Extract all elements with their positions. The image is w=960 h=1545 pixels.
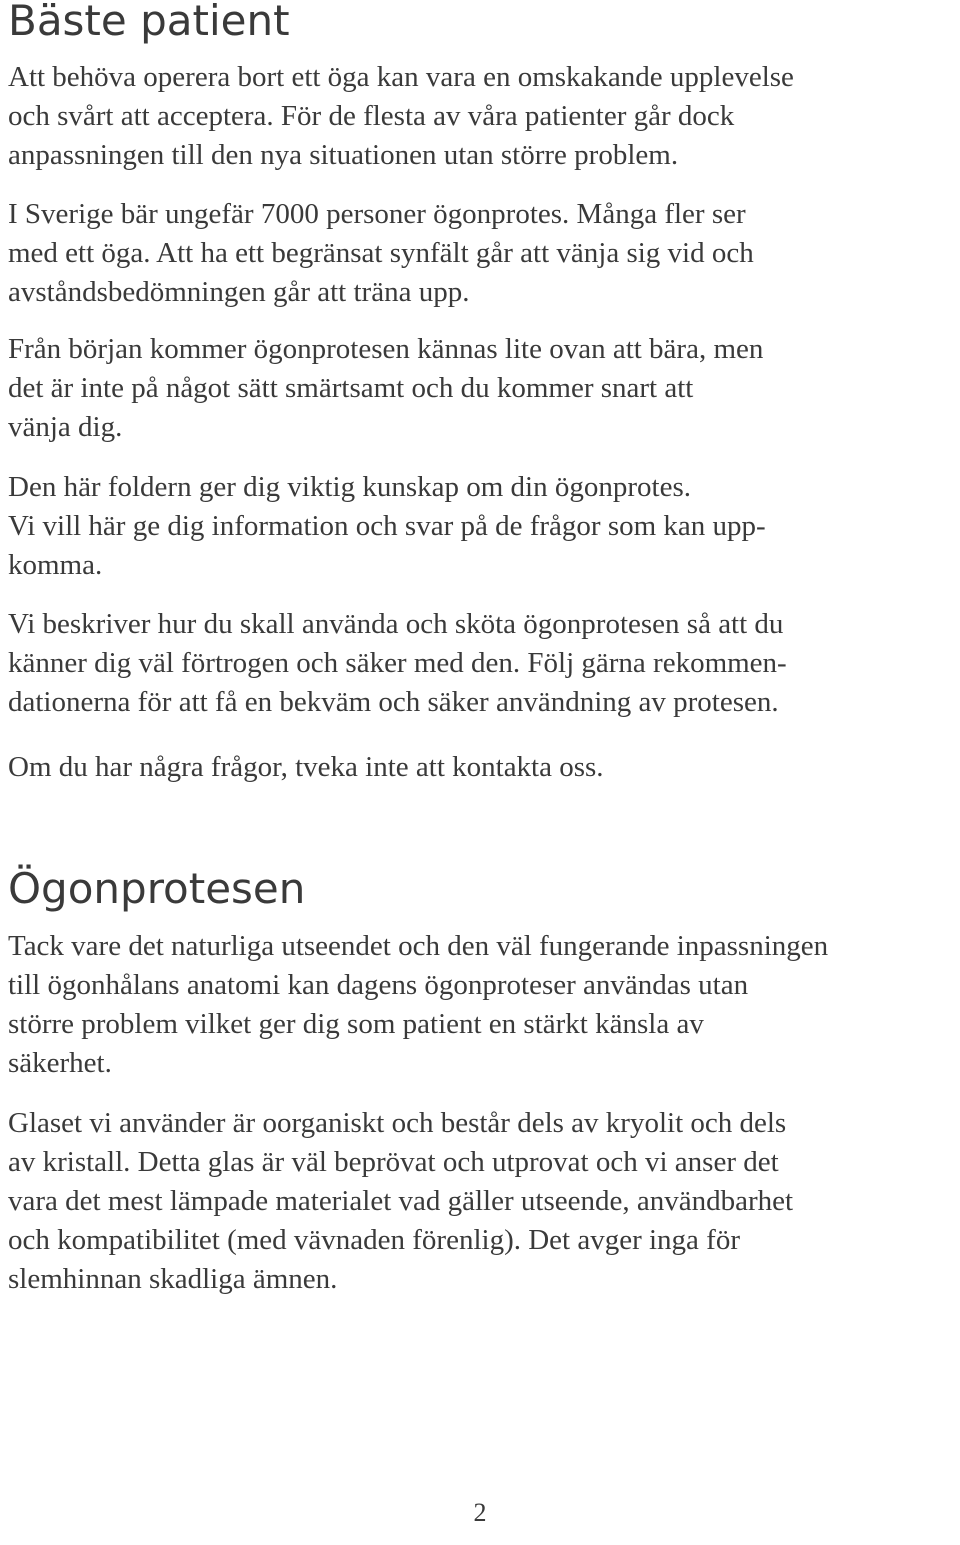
page-number: 2: [473, 1498, 487, 1527]
text-line: Vi vill här ge dig information och svar på de frågor som kan upp-: [8, 510, 766, 542]
paragraph-sverige: [8, 195, 754, 312]
text-line: säkerhet.: [8, 1047, 112, 1079]
text-line: av kristall. Detta glas är väl beprövat och utprovat och vi anser det: [8, 1146, 779, 1178]
paragraph-glaset: [8, 1104, 793, 1299]
text-line: till ögonhålans anatomi kan dagens ögonproteser användas utan: [8, 969, 749, 1001]
paragraph-beskriver: [8, 605, 787, 722]
paragraph-foldern: [8, 468, 766, 585]
text-line: slemhinnan skadliga ämnen.: [8, 1263, 338, 1295]
section-title-baste-patient: Bäste patient: [8, 0, 290, 45]
section-title-ogonprotesen: Ögonprotesen: [8, 864, 306, 913]
text-line: Att behöva operera bort ett öga kan vara en omskakande upplevelse: [8, 61, 794, 93]
text-line: Den här foldern ger dig viktig kunskap om din ögonprotes.: [8, 471, 691, 503]
text-line: vara det mest lämpade materialet vad gäller utseende, användbarhet: [8, 1185, 794, 1217]
text-line: dationerna för att få en bekväm och säker användning av protesen.: [8, 686, 779, 718]
text-line: med ett öga. Att ha ett begränsat synfält går att vänja sig vid och: [8, 237, 754, 269]
paragraph-fragor: [8, 748, 604, 787]
text-line: vänja dig.: [8, 411, 123, 443]
text-line: och kompatibilitet (med vävnaden förenlig). Det avger inga för: [8, 1224, 740, 1256]
text-line: komma.: [8, 549, 103, 581]
text-line: större problem vilket ger dig som patient en stärkt känsla av: [8, 1008, 704, 1040]
text-line: I Sverige bär ungefär 7000 personer ögonprotes. Många fler ser: [8, 198, 746, 230]
text-line: Från början kommer ögonprotesen kännas lite ovan att bära, men: [8, 333, 764, 365]
text-line: avståndsbedömningen går att träna upp.: [8, 276, 470, 308]
text-line: Vi beskriver hur du skall använda och sköta ögonprotesen så att du: [8, 608, 784, 640]
text-line: och svårt att acceptera. För de flesta av våra patienter går dock: [8, 100, 735, 132]
paragraph-fran-borjan: [8, 330, 763, 447]
text-line: det är inte på något sätt smärtsamt och du kommer snart att: [8, 372, 694, 404]
text-line: känner dig väl förtrogen och säker med den. Följ gärna rekommen-: [8, 647, 787, 679]
text-line: Glaset vi använder är oorganiskt och består dels av kryolit och dels: [8, 1107, 787, 1139]
paragraph-tack-vare: [8, 927, 828, 1083]
text-line: Om du har några frågor, tveka inte att kontakta oss.: [8, 751, 604, 783]
text-line: anpassningen till den nya situationen utan större problem.: [8, 139, 679, 171]
text-line: Tack vare det naturliga utseendet och den väl fungerande inpassningen: [8, 930, 829, 962]
paragraph-intro: [8, 58, 794, 175]
